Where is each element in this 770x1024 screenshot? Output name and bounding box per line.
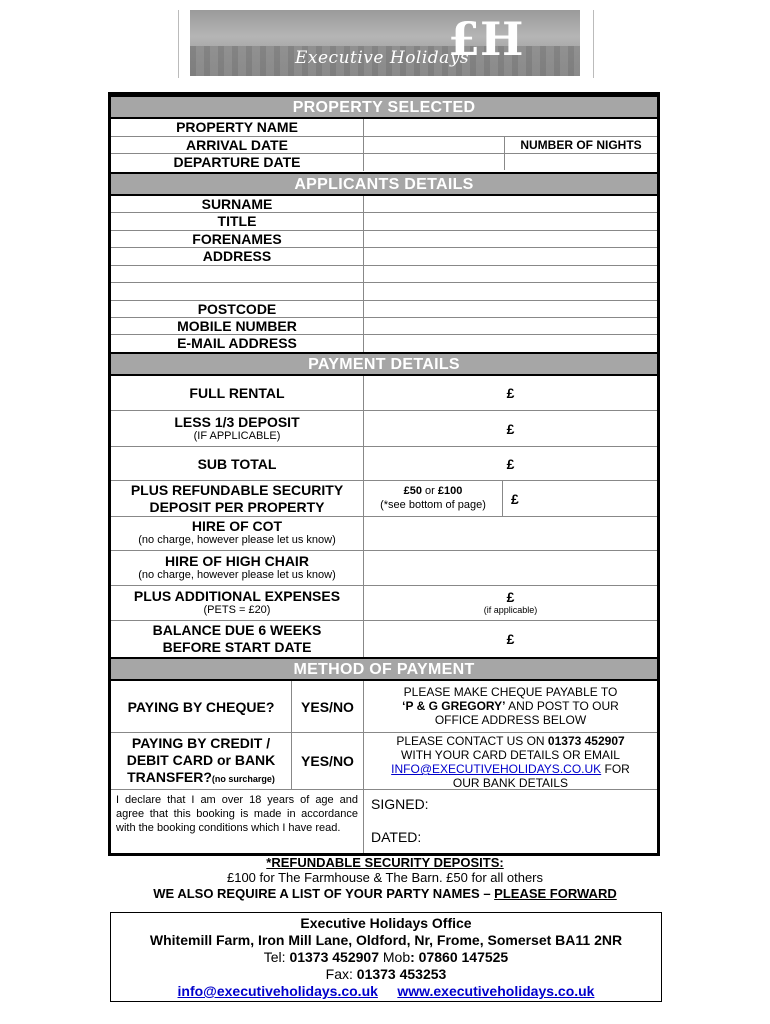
office-website-link[interactable]: www.executiveholidays.co.uk [397,983,595,999]
postcode-field[interactable] [364,301,657,317]
mob-label: Mob [379,949,411,965]
label-expenses-note: (PETS = £20) [203,604,271,616]
departure-date-field[interactable] [364,154,504,171]
declaration-text: I declare that I am over 18 years of age and agree that this booking is made in accordance with the booking conditions which I have read. [116,794,358,834]
label-deposit-note: (IF APPLICABLE) [193,430,281,442]
address-field-line-1[interactable] [364,248,657,265]
label-cot-note: (no charge, however please let us know) [138,534,336,546]
row-card [111,733,657,790]
label-deposit: LESS 1/3 DEPOSIT [174,414,300,430]
cheque-instructions [364,685,657,727]
row-additional-expenses [111,586,657,621]
number-of-nights-field[interactable] [505,154,657,171]
label-property-name: PROPERTY NAME [176,119,298,135]
date-field[interactable] [431,827,651,847]
label-signed: SIGNED: [371,796,429,812]
surname-field[interactable] [364,196,657,212]
logo-monogram: £H [448,12,524,66]
label-subtotal: SUB TOTAL [197,456,277,472]
fax-label: Fax: [325,966,357,982]
office-title: Executive Holidays Office [300,915,472,931]
balance-due-field[interactable]: £ [506,631,515,647]
row-title [111,213,657,231]
refundable-deposits-title: *REFUNDABLE SECURITY DEPOSITS: [266,855,504,870]
label-paying-by-cheque: PAYING BY CHEQUE? [127,699,275,715]
section-header-applicants: APPLICANTS DETAILS [111,172,657,196]
logo-text: Executive Holidays [295,48,470,68]
label-arrival-date: ARRIVAL DATE [186,137,288,153]
row-cheque [111,681,657,733]
mob-number: : 07860 147525 [410,949,509,965]
email-address-field[interactable] [364,335,657,352]
row-full-rental [111,376,657,411]
label-number-of-nights: NUMBER OF NIGHTS [520,138,642,152]
label-additional-expenses: PLUS ADDITIONAL EXPENSES [133,588,341,604]
contact-line-4: OUR BANK DETAILS [452,776,569,790]
office-address: Whitemill Farm, Iron Mill Lane, Oldford, Nr, Frome, Somerset BA11 2NR [149,932,623,948]
row-email [111,335,657,352]
booking-form [108,92,660,856]
row-address-3 [111,283,657,301]
label-card-2: DEBIT CARD or BANK [126,752,276,768]
subtotal-field[interactable]: £ [506,456,515,472]
section-header-payment: PAYMENT DETAILS [111,352,657,376]
office-fax-line [111,966,661,983]
label-title: TITLE [217,213,257,229]
hire-of-cot-field[interactable] [364,517,657,550]
label-surname: SURNAME [201,196,273,212]
label-balance-1: BALANCE DUE 6 WEEKS [152,622,322,638]
label-full-rental: FULL RENTAL [189,385,285,401]
mobile-number-field[interactable] [364,318,657,334]
row-high-chair [111,551,657,586]
label-hire-of-high-chair: HIRE OF HIGH CHAIR [165,553,309,569]
label-hire-of-cot: HIRE OF COT [191,518,283,534]
row-subtotal [111,447,657,481]
address-field-line-2[interactable] [364,266,657,282]
card-yes-no[interactable]: YES/NO [301,753,354,769]
cheque-line-3: OFFICE ADDRESS BELOW [434,713,587,727]
cheque-yes-no[interactable]: YES/NO [301,699,354,715]
label-address: ADDRESS [202,248,272,264]
contact-phone: 01373 452907 [547,734,625,748]
label-security-1: PLUS REFUNDABLE SECURITY [130,482,344,498]
office-contact-box [110,912,662,1002]
row-address-1 [111,248,657,266]
label-chair-note: (no charge, however please let us know) [138,569,336,581]
label-postcode: POSTCODE [197,301,277,317]
row-declaration [111,790,657,853]
security-amount-b: £100 [437,485,463,497]
security-amount-a: £50 [403,485,422,497]
section-header-method: METHOD OF PAYMENT [111,657,657,681]
fax-number: 01373 453253 [356,966,447,982]
row-mobile [111,318,657,335]
row-address-2 [111,266,657,283]
label-security-2: DEPOSIT PER PROPERTY [149,499,325,515]
contact-line-1: PLEASE CONTACT US ON [396,734,548,748]
cheque-payee: ‘P & G GREGORY’ [402,699,506,713]
security-deposit-field[interactable]: £ [511,491,519,507]
row-arrival [111,137,657,154]
company-logo [190,10,580,76]
forenames-field[interactable] [364,231,657,247]
cheque-line-2: AND POST TO OUR [505,699,619,713]
party-names-text: WE ALSO REQUIRE A LIST OF YOUR PARTY NAMES – [153,886,495,901]
security-options [364,484,502,512]
arrival-date-field[interactable] [364,137,504,153]
tel-label: Tel: [263,949,290,965]
contact-line-3: FOR [601,762,630,776]
property-name-field[interactable] [364,119,657,136]
contact-line-2: WITH YOUR CARD DETAILS OR EMAIL [401,748,620,762]
row-departure [111,154,657,171]
additional-expenses-field[interactable] [364,589,657,615]
row-forenames [111,231,657,248]
row-surname [111,196,657,213]
address-field-line-3[interactable] [364,283,657,300]
additional-expenses-pound: £ [506,589,515,605]
card-instructions [364,734,657,790]
if-applicable-note: (if applicable) [483,605,538,615]
office-email-link[interactable]: info@executiveholidays.co.uk [177,983,378,999]
row-postcode [111,301,657,318]
office-phone-line [111,949,661,966]
row-balance-due [111,621,657,657]
refundable-deposits-text: £100 for The Farmhouse & The Barn. £50 for all others [226,870,544,885]
deposit-field[interactable]: £ [506,421,515,437]
label-card-1: PAYING BY CREDIT / [131,735,271,751]
label-no-surcharge: (no surcharge) [211,774,275,784]
label-email-address: E-MAIL ADDRESS [177,335,297,351]
row-security-deposit [111,481,657,517]
label-mobile-number: MOBILE NUMBER [177,318,297,334]
full-rental-field[interactable]: £ [506,385,515,401]
label-card-3: TRANSFER? [127,769,212,785]
label-balance-2: BEFORE START DATE [162,639,312,655]
row-cot [111,517,657,551]
security-or: or [425,485,435,497]
section-header-property: PROPERTY SELECTED [111,95,657,119]
hire-of-high-chair-field[interactable] [364,551,657,585]
row-property-name [111,119,657,137]
row-deposit [111,411,657,447]
party-names-note [0,886,770,901]
cheque-line-1: PLEASE MAKE CHEQUE PAYABLE TO [403,685,618,699]
security-note: (*see bottom of page) [380,499,486,511]
contact-email-link[interactable]: INFO@EXECUTIVEHOLIDAYS.CO.UK [391,762,602,776]
label-dated: DATED: [371,829,422,845]
signature-field[interactable] [431,794,651,814]
title-field[interactable] [364,213,657,230]
label-forenames: FORENAMES [192,231,282,247]
label-departure-date: DEPARTURE DATE [173,154,301,170]
party-names-forward: PLEASE FORWARD [494,886,617,901]
tel-number: 01373 452907 [289,949,379,965]
